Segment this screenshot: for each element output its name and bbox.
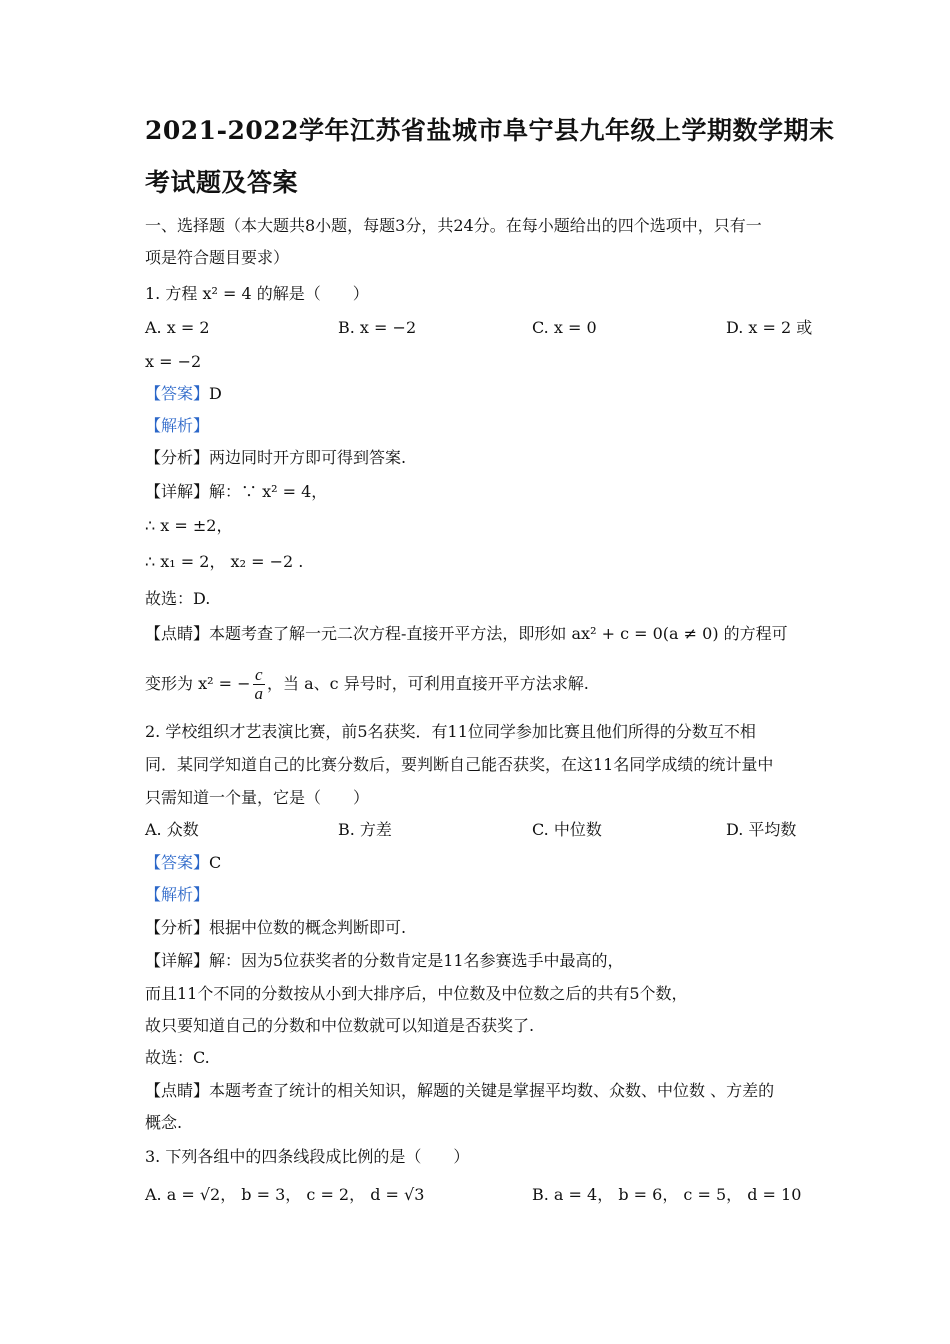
q1-analysis-line (145, 414, 209, 438)
q1-stem: 1. 方程 x² = 4 的解是（ ） (145, 284, 369, 303)
q1-dianjing1: 本题考查了解一元二次方程-直接开平方法，即形如 ax² + c = 0(a ≠ 0) 的方程可 (209, 624, 788, 643)
q2-line2: 而且11个不同的分数按从小到大排序后，中位数及中位数之后的共有5个数， (145, 984, 688, 1003)
answer-tag: 【答案】 (145, 384, 210, 403)
q2-option-c: C. 中位数 (532, 820, 602, 839)
fraction-denominator: a (254, 684, 264, 703)
q1-option-c: C. x = 0 (532, 318, 597, 337)
q2-line3: 故只要知道自己的分数和中位数就可以知道是否获奖了. (145, 1016, 535, 1035)
q1-dianjing-line1 (145, 622, 788, 646)
analysis-tag: 【解析】 (145, 885, 210, 904)
q2-stem-line3: 只需知道一个量，它是（ ） (145, 788, 370, 807)
q1-xiangjie-line (145, 480, 327, 504)
q2-stem-line1: 2. 学校组织才艺表演比赛，前5名获奖．有11位同学参加比赛且他们所得的分数互不相 (145, 722, 756, 741)
q1-answer: D (209, 384, 222, 403)
q2-option-b: B. 方差 (338, 820, 392, 839)
q2-stem-line2: 同．某同学知道自己的比赛分数后，要判断自己能否获奖，在这11名同学成绩的统计量中 (145, 755, 774, 774)
xiangjie-tag: 【详解】 (145, 482, 210, 501)
q3-option-b: B. a = 4， b = 6， c = 5， d = 10 (532, 1185, 802, 1204)
q2-analysis-line (145, 883, 209, 907)
analysis-tag: 【解析】 (145, 416, 210, 435)
doc-title-line2: 考试题及答案 (145, 168, 299, 197)
q1-dianjing-line2 (145, 664, 589, 704)
section-heading-line2: 项是符合题目要求） (145, 248, 290, 267)
q1-choice: 故选：D. (145, 589, 211, 608)
q2-fenxi-line (145, 916, 406, 940)
q3-stem: 3. 下列各组中的四条线段成比例的是（ ） (145, 1147, 470, 1166)
dianjing-tag: 【点睛】 (145, 1081, 210, 1100)
answer-tag: 【答案】 (145, 853, 210, 872)
q2-option-d: D. 平均数 (726, 820, 797, 839)
dianjing-tag: 【点睛】 (145, 624, 210, 643)
q2-xiangjie: 解：因为5位获奖者的分数肯定是11名参赛选手中最高的， (209, 951, 624, 970)
q2-dianjing-line2: 概念. (145, 1113, 183, 1132)
q1-fenxi-line (145, 446, 406, 470)
q2-xiangjie-line (145, 949, 624, 973)
q1-option-b: B. x = −2 (338, 318, 417, 337)
q2-dianjing1: 本题考查了统计的相关知识，解题的关键是掌握平均数、众数、中位数 、方差的 (209, 1081, 775, 1100)
fenxi-tag: 【分析】 (145, 448, 210, 467)
q1-fenxi: 两边同时开方即可得到答案. (209, 448, 407, 467)
fraction-c-over-a (253, 666, 266, 703)
doc-title-line1: 2021-2022学年江苏省盐城市阜宁县九年级上学期数学期末 (145, 116, 835, 145)
q1-step2: ∴ x = ±2， (145, 516, 233, 535)
xiangjie-tag: 【详解】 (145, 951, 210, 970)
q2-option-a: A. 众数 (145, 820, 199, 839)
q2-fenxi: 根据中位数的概念判断即可. (209, 918, 407, 937)
section-heading-line1: 一、选择题（本大题共8小题，每题3分，共24分。在每小题给出的四个选项中，只有一 (145, 216, 762, 235)
fenxi-tag: 【分析】 (145, 918, 210, 937)
q1-dianjing2-post: ，当 a、c 异号时，可利用直接开平方法求解. (267, 674, 589, 693)
q1-step3: ∴ x₁ = 2， x₂ = −2 . (145, 552, 304, 571)
q1-answer-line (145, 382, 222, 406)
q2-answer: C (209, 853, 222, 872)
q1-xiangjie: 解：∵ x² = 4， (209, 482, 328, 501)
q1-option-a: A. x = 2 (145, 318, 210, 337)
q2-answer-line (145, 851, 221, 875)
q2-dianjing-line1 (145, 1079, 774, 1103)
q1-option-d-cont: x = −2 (145, 352, 202, 371)
q1-option-d: D. x = 2 或 (726, 318, 813, 337)
fraction-numerator: c (253, 666, 266, 685)
q2-choice: 故选：C. (145, 1048, 210, 1067)
q1-dianjing2-pre: 变形为 x² = − (145, 674, 251, 693)
q3-option-a: A. a = √2， b = 3， c = 2， d = √3 (145, 1185, 425, 1204)
